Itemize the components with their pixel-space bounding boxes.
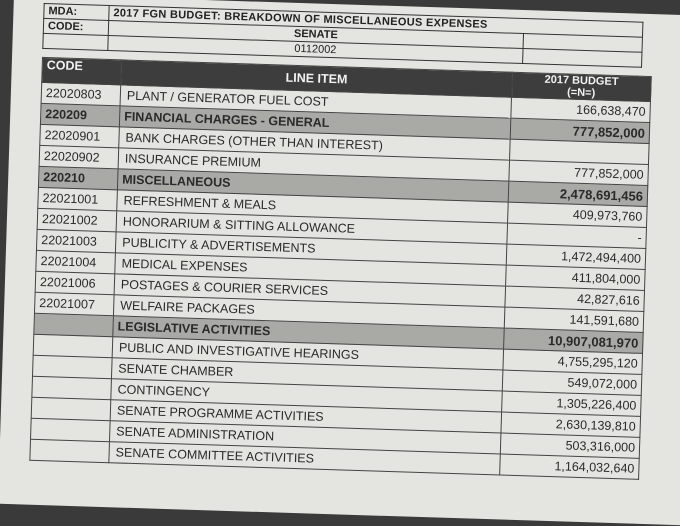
row-code: 22021002 (37, 208, 117, 231)
budget-header-line2: (=N=) (566, 86, 596, 100)
row-code: 22021006 (35, 271, 115, 294)
row-budget-amount: 549,072,000 (502, 370, 642, 395)
row-line-item: MEDICAL EXPENSES (115, 253, 506, 286)
row-code: 22021003 (36, 229, 116, 252)
row-budget-amount: 777,852,000 (509, 160, 649, 185)
row-line-item: FINANCIAL CHARGES - GENERAL (119, 106, 510, 139)
row-code (31, 397, 111, 420)
row-budget-amount: 166,638,470 (511, 97, 651, 122)
mda-value: SENATE (108, 20, 523, 48)
budget-header-line1: 2017 BUDGET (544, 73, 619, 89)
row-code: 22020901 (40, 124, 120, 147)
row-line-item: PUBLIC AND INVESTIGATIVE HEARINGS (112, 337, 503, 370)
row-budget-amount: 141,591,680 (504, 307, 644, 332)
row-line-item: POSTAGES & COURIER SERVICES (114, 274, 505, 307)
column-header-code: CODE (42, 57, 122, 84)
budget-table (29, 57, 651, 480)
row-budget-amount: 10,907,081,970 (504, 328, 644, 353)
row-line-item: PUBLICITY & ADVERTISEMENTS (115, 232, 506, 265)
row-line-item: SENATE COMMITTEE ACTIVITIES (109, 442, 500, 475)
row-budget-amount: 411,804,000 (506, 265, 646, 290)
table-body (30, 82, 651, 479)
row-budget-amount: 1,472,494,400 (506, 244, 646, 269)
row-line-item: CONTINGENCY (111, 379, 502, 412)
header-blank-cell (523, 49, 642, 68)
row-code: 22021004 (36, 250, 116, 273)
row-budget-amount: - (507, 223, 647, 248)
row-budget-amount: 42,827,616 (505, 286, 645, 311)
row-budget-amount: 4,755,295,120 (503, 349, 643, 374)
row-line-item: REFRESHMENT & MEALS (117, 190, 508, 223)
header-blank-cell (43, 33, 108, 50)
row-line-item: WELFAIRE PACKAGES (113, 295, 504, 328)
row-code: 22020902 (39, 145, 119, 168)
row-line-item: INSURANCE PREMIUM (118, 148, 509, 181)
row-code (31, 418, 111, 441)
row-budget-amount: 409,973,760 (508, 202, 648, 227)
row-line-item: SENATE CHAMBER (111, 358, 502, 391)
row-code (34, 313, 114, 336)
row-budget-amount: 2,630,139,810 (501, 412, 641, 437)
row-budget-amount: 777,852,000 (510, 118, 650, 143)
row-line-item: LEGISLATIVE ACTIVITIES (113, 316, 504, 349)
row-line-item: SENATE PROGRAMME ACTIVITIES (110, 400, 501, 433)
row-budget-amount: 503,316,000 (500, 433, 640, 458)
row-budget-amount: 1,305,226,400 (502, 391, 642, 416)
mda-label: MDA: (44, 3, 109, 20)
row-line-item: HONORARIUM & SITTING ALLOWANCE (116, 211, 507, 244)
row-code (33, 334, 113, 357)
document-header (42, 3, 643, 68)
row-budget-amount: 2,478,691,456 (508, 181, 648, 206)
row-code (30, 439, 110, 462)
code-label: CODE: (43, 18, 108, 35)
row-code (32, 376, 112, 399)
code-value: 0112002 (108, 35, 523, 63)
row-line-item: MISCELLANEOUS (117, 169, 508, 202)
row-line-item: PLANT / GENERATOR FUEL COST (120, 85, 511, 118)
column-header-line-item: LINE ITEM (121, 60, 513, 97)
document-title: 2017 FGN BUDGET: BREAKDOWN OF MISCELLANEOUS EXPENSES (109, 5, 643, 37)
row-code (33, 355, 113, 378)
row-code: 22021007 (34, 292, 114, 315)
row-code: 220209 (40, 103, 120, 126)
row-code: 22020803 (41, 82, 121, 105)
row-code: 220210 (38, 166, 118, 189)
row-line-item: BANK CHARGES (OTHER THAN INTEREST) (119, 127, 510, 160)
row-budget-amount: 1,164,032,640 (500, 454, 640, 479)
row-line-item: SENATE ADMINISTRATION (109, 421, 500, 454)
row-code: 22021001 (38, 187, 118, 210)
